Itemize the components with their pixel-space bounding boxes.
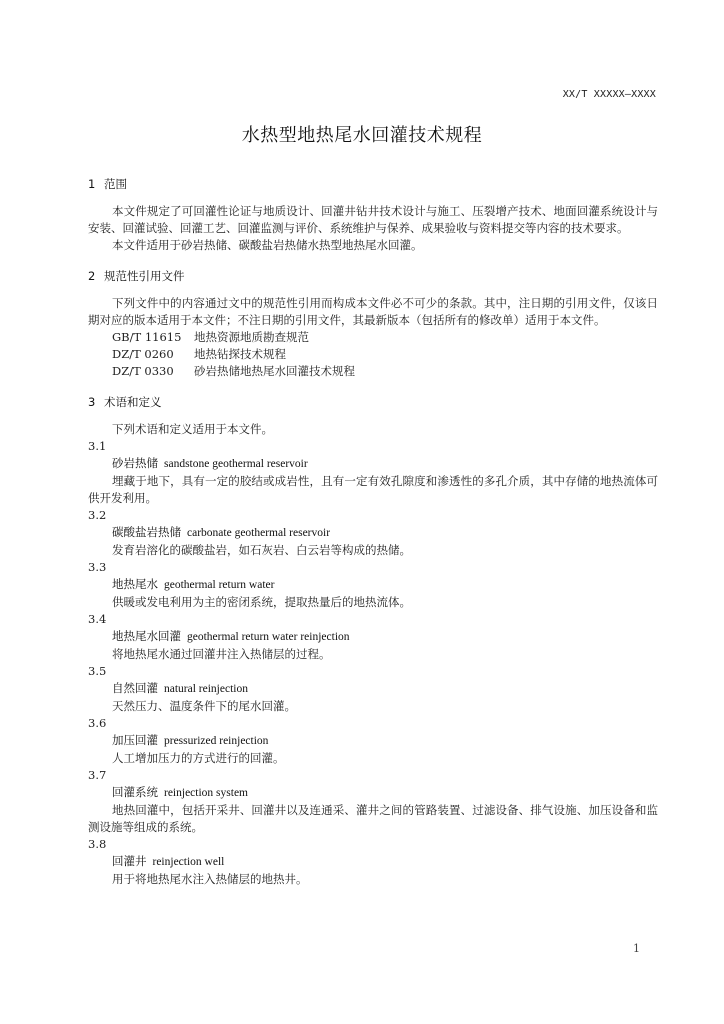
reference-item	[88, 363, 658, 380]
term-en: natural reinjection	[164, 683, 248, 695]
reference-name: 地热资源地质勘查规范	[194, 330, 309, 344]
term-entry	[88, 559, 658, 611]
section-title: 范围	[104, 177, 127, 191]
term-definition: 发育岩溶化的碳酸盐岩，如石灰岩、白云岩等构成的热储。	[112, 543, 411, 557]
standard-code: XX/T XXXXX—XXXX	[562, 89, 656, 100]
term-cn: 地热尾水回灌	[112, 629, 181, 643]
paragraph: 本文件适用于砂岩热储、碳酸盐岩热储水热型地热尾水回灌。	[112, 238, 423, 252]
section-number: 1	[88, 177, 96, 191]
term-name	[88, 628, 658, 646]
section-heading-normative-references	[88, 268, 658, 285]
reference-code: GB/T 11615	[112, 330, 182, 344]
term-cn: 自然回灌	[112, 681, 158, 695]
term-en: geothermal return water reinjection	[187, 631, 350, 643]
term-name	[88, 853, 658, 871]
term-number: 3.4	[88, 612, 107, 626]
page-number: 1	[633, 942, 640, 955]
term-definition: 人工增加压力的方式进行的回灌。	[112, 751, 285, 765]
term-cn: 砂岩热储	[112, 456, 158, 470]
term-entry	[88, 836, 658, 888]
term-en: reinjection well	[152, 856, 225, 868]
term-en: geothermal return water	[164, 579, 275, 591]
term-number: 3.1	[88, 439, 107, 453]
section-heading-scope	[88, 176, 658, 193]
reference-code: DZ/T 0330	[112, 364, 174, 378]
term-en: sandstone geothermal reservoir	[164, 458, 308, 470]
section-number: 2	[88, 269, 96, 283]
term-definition: 将地热尾水通过回灌井注入热储层的过程。	[112, 647, 331, 661]
term-cn: 地热尾水	[112, 577, 158, 591]
term-name	[88, 455, 658, 473]
term-number: 3.8	[88, 837, 107, 851]
document-title: 水热型地热尾水回灌技术规程	[241, 125, 483, 146]
term-definition: 地热回灌中，包括开采井、回灌井以及连通采、灌井之间的管路装置、过滤设备、排气设施、加压设备和监测设施等组成的系统。	[88, 803, 658, 834]
term-en: reinjection system	[164, 787, 248, 799]
paragraph: 下列文件中的内容通过文中的规范性引用而构成本文件必不可少的条款。其中，注日期的引用文件，仅该日期对应的版本适用于本文件；不注日期的引用文件，其最新版本（包括所有的修改单）适用于本文件。	[88, 296, 658, 327]
term-definition: 用于将地热尾水注入热储层的地热井。	[112, 872, 308, 886]
paragraph: 本文件规定了可回灌性论证与地质设计、回灌井钻井技术设计与施工、压裂增产技术、地面回灌系统设计与安装、回灌试验、回灌工艺、回灌监测与评价、系统维护与保养、成果验收与资料提交等内容的技术要求。	[88, 204, 658, 235]
term-number: 3.2	[88, 508, 107, 522]
term-name	[88, 524, 658, 542]
section-heading-terms	[88, 394, 658, 411]
term-cn: 回灌系统	[112, 785, 158, 799]
term-entry	[88, 611, 658, 663]
term-entry	[88, 663, 658, 715]
term-number: 3.7	[88, 768, 107, 782]
term-cn: 回灌井	[112, 854, 147, 868]
reference-name: 地热钻探技术规程	[194, 347, 286, 361]
paragraph: 下列术语和定义适用于本文件。	[112, 422, 273, 436]
term-entry	[88, 507, 658, 559]
term-cn: 碳酸盐岩热储	[112, 525, 181, 539]
reference-code: DZ/T 0260	[112, 347, 174, 361]
term-name	[88, 576, 658, 594]
term-number: 3.3	[88, 560, 107, 574]
term-entry	[88, 715, 658, 767]
term-name	[88, 680, 658, 698]
term-name	[88, 784, 658, 802]
section-title: 术语和定义	[104, 395, 162, 409]
term-definition: 供暖或发电利用为主的密闭系统，提取热量后的地热流体。	[112, 595, 411, 609]
term-entry	[88, 438, 658, 507]
section-title: 规范性引用文件	[104, 269, 185, 283]
section-number: 3	[88, 395, 96, 409]
term-name	[88, 732, 658, 750]
reference-name: 砂岩热储地热尾水回灌技术规程	[194, 364, 355, 378]
document-body	[88, 176, 658, 888]
reference-item	[88, 329, 658, 346]
term-entry	[88, 767, 658, 836]
term-number: 3.5	[88, 664, 107, 678]
term-number: 3.6	[88, 716, 107, 730]
reference-item	[88, 346, 658, 363]
term-cn: 加压回灌	[112, 733, 158, 747]
term-definition: 埋藏于地下，具有一定的胶结或成岩性，且有一定有效孔隙度和渗透性的多孔介质，其中存储的地热流体可供开发利用。	[88, 474, 658, 505]
term-en: pressurized reinjection	[164, 735, 269, 747]
term-definition: 天然压力、温度条件下的尾水回灌。	[112, 699, 296, 713]
term-en: carbonate geothermal reservoir	[187, 527, 331, 539]
